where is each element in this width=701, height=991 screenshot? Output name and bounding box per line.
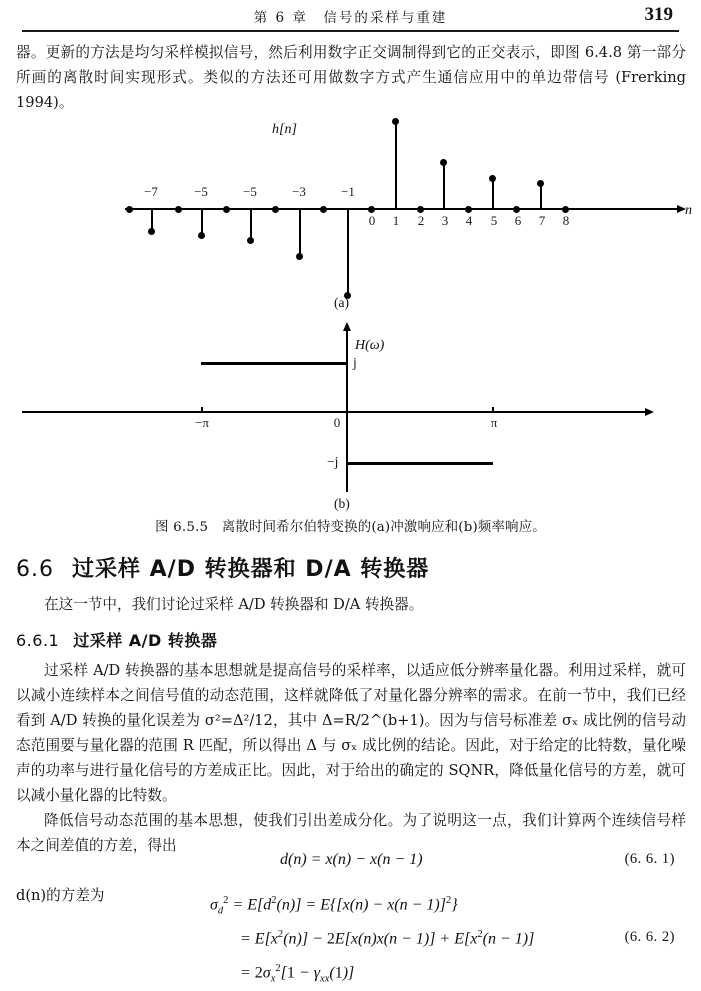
tick-label: 6	[514, 213, 522, 228]
tick-label: 5	[490, 213, 498, 228]
paragraph-text: 降低信号动态范围的基本思想，使我们引出差成分化。为了说明这一点，我们计算两个连续信号样本之间差值的方差，得出	[16, 812, 686, 854]
stem-dot	[489, 175, 496, 182]
tick-label: 8	[562, 213, 570, 228]
tick-label: 2	[417, 213, 425, 228]
stem-dot	[417, 206, 424, 213]
header-rule	[22, 30, 679, 32]
section-heading-6-6	[16, 552, 429, 583]
section-heading-6-6-1	[16, 628, 217, 651]
response-level-positive	[201, 362, 347, 365]
level-label-j: j	[353, 355, 357, 370]
panel-a-caption: (a)	[334, 295, 349, 310]
running-head	[0, 6, 701, 28]
tick-label: 7	[538, 213, 546, 228]
figure-panel-a	[0, 112, 701, 310]
stem-dot	[562, 206, 569, 213]
stem-line	[443, 162, 445, 209]
response-level-negative	[347, 462, 493, 465]
stem-line	[250, 209, 252, 240]
tick-label: 0	[368, 213, 376, 228]
paragraph-text: 过采样 A/D 转换器的基本思想就是提高信号的采样率，以适应低分辨率量化器。利用过采样，就可以减小连续样本之间信号值的动态范围，这样就降低了对量化器分辨率的需求。在前一节中，我们已经看到 A/D 转换的量化误差为 σ²=Δ²/12，其中 Δ=R/2^(b+1)。因为与信号标准差 σₓ 成比例的信号动态范围要与量化器的范围 R 匹配，所以得出 Δ 与 σₓ 成比例的结论。因此，对于给定的比特数，量化噪声的功率与进行量化信号的方差成正比。因此，对于给出的确定的 SQNR，降低量化信号的方差，就可以减小量化器的比特数。	[16, 662, 686, 804]
tick-mark	[201, 407, 203, 412]
panel-b-y-label: H(ω)	[355, 338, 385, 353]
paragraph-body-1	[16, 658, 686, 808]
stem-line	[299, 209, 301, 256]
tick-mark	[492, 407, 494, 412]
stem-dot	[198, 232, 205, 239]
stem-dot	[392, 118, 399, 125]
figure-panel-b	[0, 318, 701, 518]
stem-dot	[126, 206, 133, 213]
panel-a-y-label: h[n]	[272, 122, 297, 137]
tick-label: 0	[333, 415, 341, 430]
panel-b-caption: (b)	[334, 496, 350, 511]
panel-a-x-label: n	[685, 203, 692, 218]
equation-number-6-6-2: (6. 6. 2)	[624, 929, 675, 945]
stem-dot	[296, 253, 303, 260]
stem-dot	[440, 159, 447, 166]
tick-label: −7	[144, 184, 158, 199]
equation-number-6-6-1: (6. 6. 1)	[624, 851, 675, 867]
stem-line	[395, 121, 397, 209]
section-title: 过采样 A/D 转换器和 D/A 转换器	[72, 557, 430, 582]
subsection-title: 过采样 A/D 转换器	[73, 631, 218, 650]
tick-label: 3	[441, 213, 449, 228]
stem-dot	[368, 206, 375, 213]
stem-dot	[537, 180, 544, 187]
equation-6-6-2-line-3: = $2\sigma_x^2[1 - \gamma_{xx}(1)]$	[240, 963, 355, 985]
stem-dot	[272, 206, 279, 213]
paragraph-text: 在这一节中，我们讨论过采样 A/D 转换器和 D/A 转换器。	[44, 596, 424, 613]
stem-line	[492, 178, 494, 209]
tick-label: 1	[392, 213, 400, 228]
paragraph-intro: 器。更新的方法是均匀采样模拟信号，然后利用数字正交调制得到它的正交表示，即图 6.4.8 第一部分所画的离散时间实现形式。类似的方法还可用做数字方式产生通信应用中的单边带信号 (Frerking 1994)。	[16, 44, 686, 111]
level-label-minus-j: −j	[327, 454, 339, 469]
subsection-number: 6.6.1	[16, 631, 60, 650]
equation-lead-in: d(n)的方差为	[16, 887, 105, 904]
panel-b-y-arrow	[343, 322, 351, 331]
equation-6-6-2-line-1: $\sigma_d^2 = E[d^2(n)] = E\{[x(n) - x(n - 1)]^2\}$	[210, 895, 458, 917]
stem-dot	[247, 237, 254, 244]
stem-dot	[223, 206, 230, 213]
figure-caption: 图 6.5.5 离散时间希尔伯特变换的(a)冲激响应和(b)频率响应。	[155, 520, 546, 535]
stem-dot	[320, 206, 327, 213]
chapter-title: 第 6 章 信号的采样与重建	[253, 10, 448, 26]
tick-label: −3	[292, 184, 306, 199]
tick-label: −1	[341, 184, 355, 199]
tick-label: −5	[243, 184, 257, 199]
stem-dot	[465, 206, 472, 213]
tick-label: 4	[465, 213, 473, 228]
section-number: 6.6	[16, 557, 54, 582]
equation-6-6-1: d(n) = x(n) − x(n − 1)	[280, 851, 423, 868]
panel-b-x-arrow	[645, 408, 654, 416]
stem-dot	[513, 206, 520, 213]
paragraph-section-intro	[16, 592, 686, 617]
panel-a-x-axis	[125, 208, 678, 210]
stem-dot	[148, 228, 155, 235]
stem-line	[347, 209, 349, 295]
tick-label: π	[490, 415, 498, 430]
panel-b-x-axis	[22, 411, 647, 413]
tick-label: −π	[195, 415, 209, 430]
stem-dot	[175, 206, 182, 213]
page-number: 319	[644, 4, 673, 25]
equation-6-6-2-line-2: = $E[x^2(n)] - 2E[x(n)x(n - 1)] + E[x^2(n - 1)]$	[240, 929, 535, 948]
tick-label: −5	[194, 184, 208, 199]
